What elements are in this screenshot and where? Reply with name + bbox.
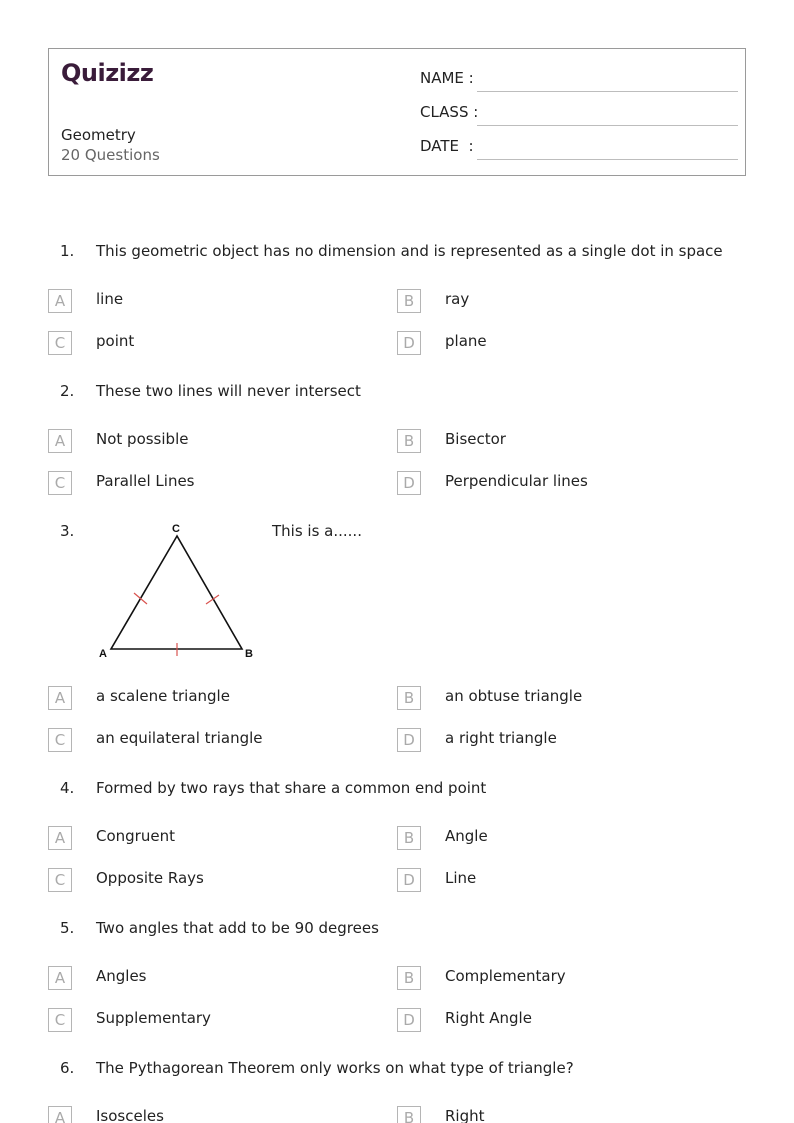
vertex-label-a: A [99, 648, 107, 660]
class-label: CLASS : [420, 103, 479, 121]
question-number: 6. [60, 1059, 75, 1077]
option-letter: A [48, 826, 72, 850]
question-number: 5. [60, 919, 75, 937]
option-text: Right Angle [445, 1009, 532, 1027]
date-line[interactable] [477, 159, 738, 160]
option-letter: D [397, 1008, 421, 1032]
option-text: Congruent [96, 827, 175, 845]
option-letter: A [48, 289, 72, 313]
question-count: 20 Questions [61, 146, 160, 164]
option-letter: D [397, 868, 421, 892]
option-letter: C [48, 471, 72, 495]
option-letter: B [397, 826, 421, 850]
question-number: 4. [60, 779, 75, 797]
triangle-shape [111, 536, 242, 649]
option-letter: A [48, 686, 72, 710]
tick-mark-left [134, 593, 147, 604]
option-letter: B [397, 429, 421, 453]
option-letter: A [48, 1106, 72, 1123]
question-text: This geometric object has no dimension and is represented as a single dot in space [96, 242, 723, 260]
date-label: DATE : [420, 137, 474, 155]
option-letter: A [48, 966, 72, 990]
option-letter: B [397, 289, 421, 313]
option-text: a right triangle [445, 729, 557, 747]
option-text: Perpendicular lines [445, 472, 588, 490]
name-label: NAME : [420, 69, 474, 87]
date-field[interactable] [420, 137, 736, 157]
option-letter: C [48, 728, 72, 752]
question-number: 2. [60, 382, 75, 400]
triangle-figure [96, 518, 260, 664]
option-letter: D [397, 471, 421, 495]
option-text: Isosceles [96, 1107, 164, 1123]
option-text: point [96, 332, 135, 350]
triangle-diagram [96, 518, 260, 664]
option-text: Not possible [96, 430, 189, 448]
option-text: an equilateral triangle [96, 729, 263, 747]
question-number: 3. [60, 522, 75, 540]
worksheet-header [48, 48, 746, 176]
question-number: 1. [60, 242, 75, 260]
option-text: Right [445, 1107, 485, 1123]
option-letter: B [397, 686, 421, 710]
option-text: Opposite Rays [96, 869, 204, 887]
question-text: Formed by two rays that share a common end point [96, 779, 487, 797]
option-text: Line [445, 869, 477, 887]
option-letter: B [397, 1106, 421, 1123]
question-text: This is a...... [272, 522, 362, 540]
class-field[interactable] [420, 103, 736, 123]
vertex-label-c: C [172, 523, 180, 535]
option-text: Supplementary [96, 1009, 211, 1027]
quiz-title: Geometry [61, 126, 136, 144]
option-letter: C [48, 1008, 72, 1032]
question-text: These two lines will never intersect [96, 382, 361, 400]
option-text: a scalene triangle [96, 687, 230, 705]
option-text: ray [445, 290, 470, 308]
name-field[interactable] [420, 69, 736, 89]
option-text: line [96, 290, 124, 308]
class-line[interactable] [477, 125, 738, 126]
option-letter: C [48, 331, 72, 355]
question-text: The Pythagorean Theorem only works on what type of triangle? [96, 1059, 574, 1077]
quizizz-logo: Quizizz [61, 59, 154, 87]
option-letter: B [397, 966, 421, 990]
option-text: Angles [96, 967, 147, 985]
option-letter: D [397, 728, 421, 752]
option-text: Complementary [445, 967, 566, 985]
option-letter: A [48, 429, 72, 453]
question-text: Two angles that add to be 90 degrees [96, 919, 379, 937]
option-text: Angle [445, 827, 488, 845]
option-text: Bisector [445, 430, 506, 448]
name-line[interactable] [477, 91, 738, 92]
vertex-label-b: B [245, 648, 253, 660]
option-letter: D [397, 331, 421, 355]
option-text: plane [445, 332, 487, 350]
option-text: Parallel Lines [96, 472, 195, 490]
option-letter: C [48, 868, 72, 892]
option-text: an obtuse triangle [445, 687, 583, 705]
